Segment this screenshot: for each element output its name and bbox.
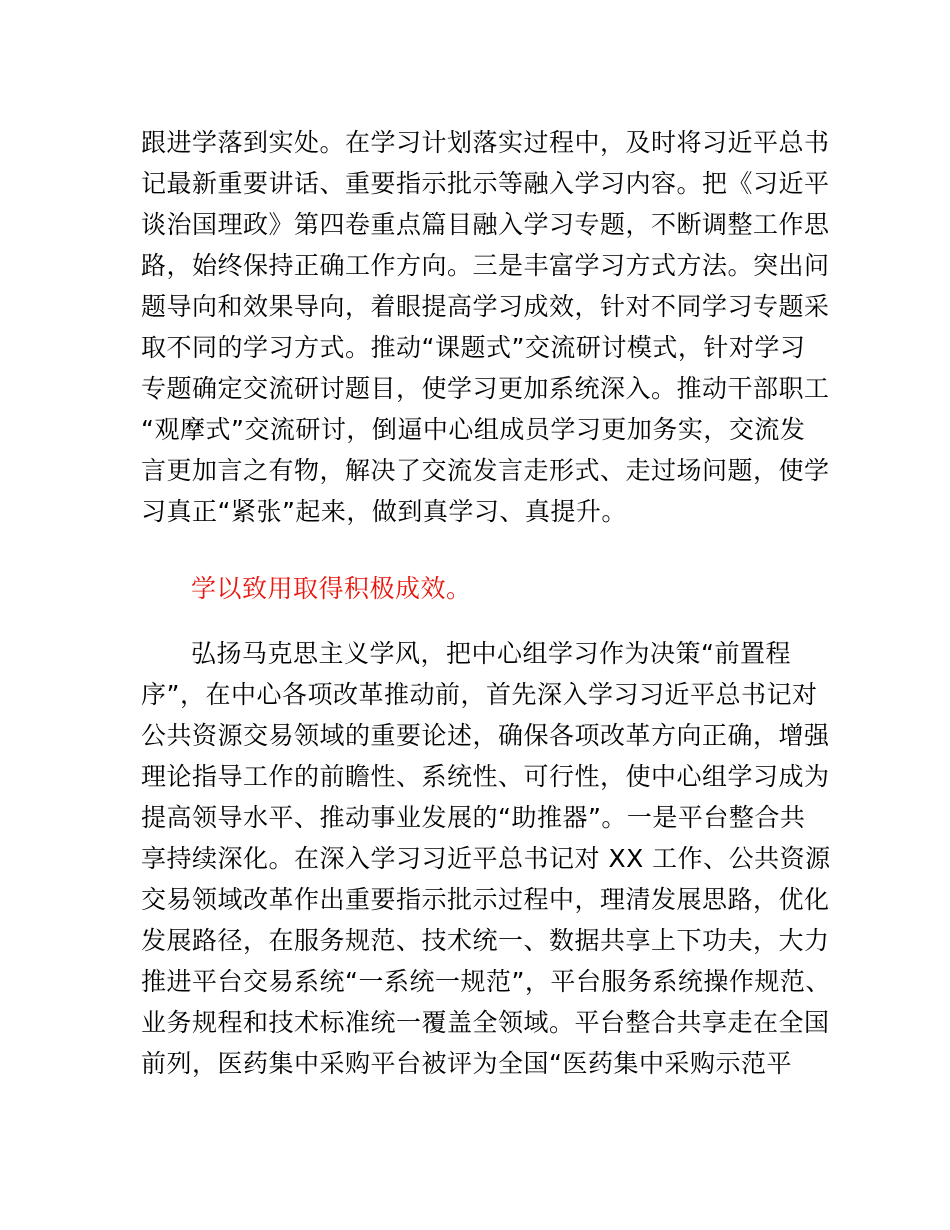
paragraph-2-line-10: 业务规程和技术标准统一覆盖全领域。平台整合共享走在全国	[141, 1008, 830, 1037]
paragraph-1-line-1: 跟进学落到实处。在学习计划落实过程中，及时将习近平总书	[141, 128, 830, 157]
paragraph-1-line-4: 路，始终保持正确工作方向。三是丰富学习方式方法。突出问	[141, 251, 830, 280]
paragraph-2-line-1: 弘扬马克思主义学风，把中心组学习作为决策“前置程	[191, 639, 791, 668]
section-heading: 学以致用取得积极成效。	[191, 574, 472, 603]
paragraph-1-line-8: “观摩式”交流研讨，倒逼中心组成员学习更加务实，交流发	[141, 415, 806, 444]
paragraph-2-line-11: 前列，医药集中采购平台被评为全国“医药集中采购示范平	[141, 1049, 792, 1078]
paragraph-2-line-6: 享持续深化。在深入学习习近平总书记对 XX 工作、公共资源	[141, 844, 831, 873]
paragraph-1-line-9: 言更加言之有物，解决了交流发言走形式、走过场问题，使学	[141, 456, 830, 485]
paragraph-1-line-7: 专题确定交流研讨题目，使学习更加系统深入。推动干部职工	[141, 374, 830, 403]
paragraph-1-line-5: 题导向和效果导向，着眼提高学习成效，针对不同学习专题采	[141, 292, 830, 321]
paragraph-2-line-3: 公共资源交易领域的重要论述，确保各项改革方向正确，增强	[141, 721, 830, 750]
paragraph-2-line-4: 理论指导工作的前瞻性、系统性、可行性，使中心组学习成为	[141, 762, 830, 791]
paragraph-2-line-8: 发展路径，在服务规范、技术统一、数据共享上下功夫，大力	[141, 926, 830, 955]
paragraph-2-line-7: 交易领域改革作出重要指示批示过程中，理清发展思路，优化	[141, 885, 830, 914]
paragraph-2-line-9: 推进平台交易系统“一系统一规范”，平台服务系统操作规范、	[141, 967, 831, 996]
paragraph-1-line-2: 记最新重要讲话、重要指示批示等融入学习内容。把《习近平	[141, 169, 830, 198]
paragraph-1-line-10: 习真正“紧张”起来，做到真学习、真提升。	[141, 497, 627, 526]
paragraph-1-line-3: 谈治国理政》第四卷重点篇目融入学习专题，不断调整工作思	[141, 210, 830, 239]
paragraph-1-line-6: 取不同的学习方式。推动“课题式”交流研讨模式，针对学习	[141, 333, 806, 362]
paragraph-2-line-2: 序”，在中心各项改革推动前，首先深入学习习近平总书记对	[141, 680, 818, 709]
paragraph-2-line-5: 提高领导水平、推动事业发展的“助推器”。一是平台整合共	[141, 803, 806, 832]
